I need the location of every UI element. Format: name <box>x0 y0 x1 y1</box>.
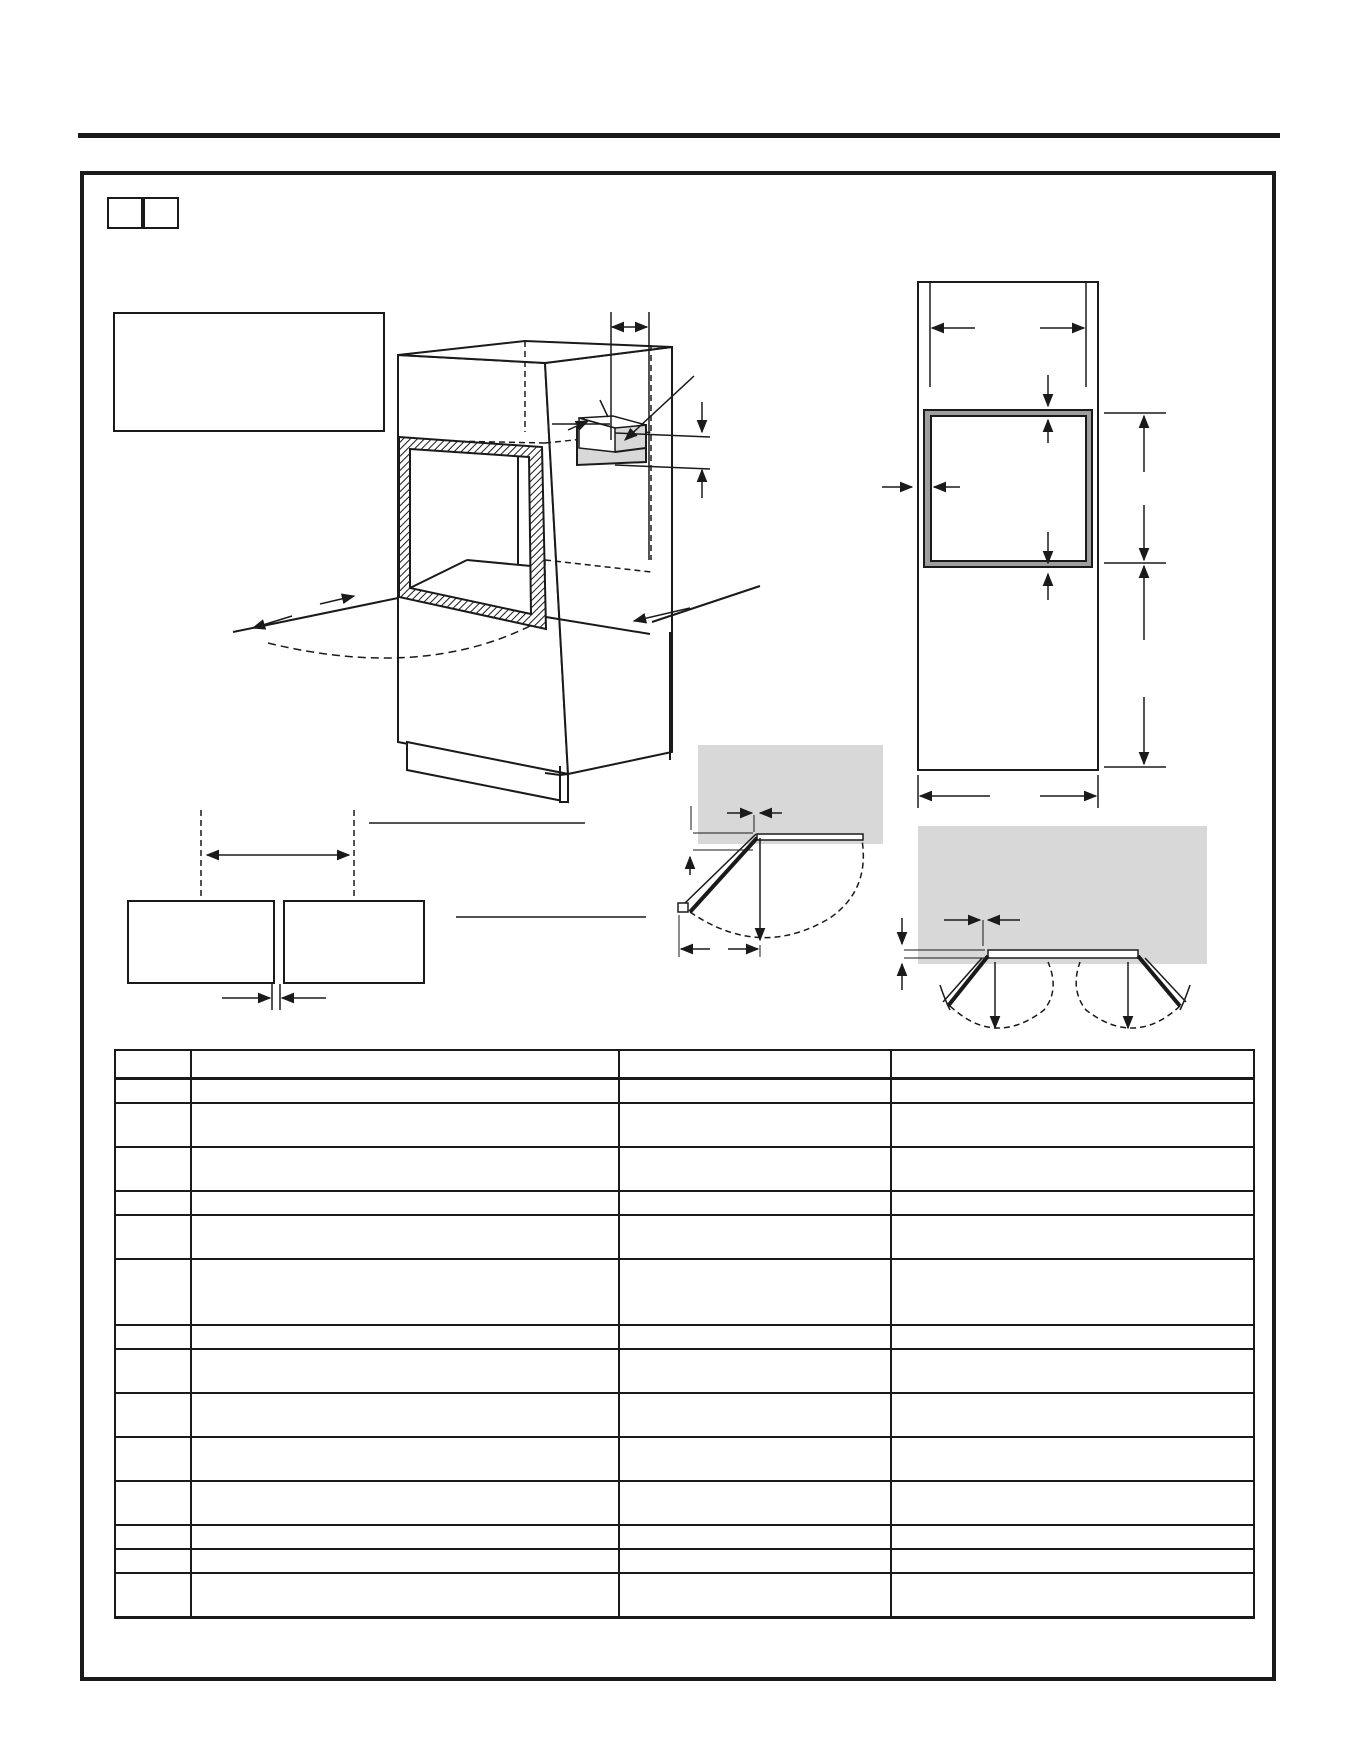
table-cell <box>891 1103 1254 1147</box>
table-cell <box>115 1103 191 1147</box>
table-row <box>115 1215 1254 1259</box>
table-row <box>115 1103 1254 1147</box>
table-row <box>115 1147 1254 1191</box>
table-cell <box>115 1259 191 1325</box>
table-cell <box>891 1325 1254 1349</box>
table-cell <box>891 1525 1254 1549</box>
table-cell <box>619 1259 891 1325</box>
table-cell <box>115 1191 191 1215</box>
table-cell <box>191 1259 619 1325</box>
table-cell <box>191 1079 619 1104</box>
table-cell <box>115 1573 191 1618</box>
table-cell <box>891 1573 1254 1618</box>
table-header-cell <box>891 1050 1254 1079</box>
table-row <box>115 1573 1254 1618</box>
table-cell <box>619 1393 891 1437</box>
table-row <box>115 1325 1254 1349</box>
table-cell <box>115 1437 191 1481</box>
table-cell <box>191 1437 619 1481</box>
table-cell <box>115 1393 191 1437</box>
table-cell <box>191 1349 619 1393</box>
table-cell <box>619 1525 891 1549</box>
table-cell <box>115 1079 191 1104</box>
table-cell <box>191 1103 619 1147</box>
specification-table <box>114 1049 1255 1619</box>
table-cell <box>891 1079 1254 1104</box>
table-cell <box>891 1147 1254 1191</box>
table-cell <box>191 1191 619 1215</box>
table-cell <box>619 1325 891 1349</box>
table-cell <box>115 1325 191 1349</box>
table-cell <box>115 1481 191 1525</box>
table-cell <box>891 1481 1254 1525</box>
table-cell <box>191 1573 619 1618</box>
table-row <box>115 1481 1254 1525</box>
table-row <box>115 1393 1254 1437</box>
table-cell <box>619 1191 891 1215</box>
table-cell <box>191 1525 619 1549</box>
table-cell <box>619 1481 891 1525</box>
table-cell <box>891 1437 1254 1481</box>
table-row <box>115 1079 1254 1104</box>
table-body <box>115 1079 1254 1618</box>
table-header-cell <box>619 1050 891 1079</box>
table-header-cell <box>115 1050 191 1079</box>
table-cell <box>191 1481 619 1525</box>
table-cell <box>891 1393 1254 1437</box>
table-cell <box>619 1215 891 1259</box>
table-row <box>115 1259 1254 1325</box>
table-row <box>115 1349 1254 1393</box>
front-elevation-diagram <box>918 282 1098 770</box>
table-row <box>115 1525 1254 1549</box>
table-cell <box>619 1349 891 1393</box>
table-cell <box>191 1549 619 1573</box>
table-row <box>115 1549 1254 1573</box>
table-cell <box>115 1349 191 1393</box>
table-cell <box>619 1573 891 1618</box>
table-cell <box>619 1437 891 1481</box>
table-cell <box>891 1191 1254 1215</box>
table-cell <box>191 1215 619 1259</box>
table-header-cell <box>191 1050 619 1079</box>
cabinet-spacing-diagram <box>201 810 646 1010</box>
table-row <box>115 1437 1254 1481</box>
table-cell <box>619 1147 891 1191</box>
table-cell <box>891 1549 1254 1573</box>
table-cell <box>191 1325 619 1349</box>
table-cell <box>891 1259 1254 1325</box>
double-door-swing-plan <box>902 826 1207 1028</box>
table-cell <box>115 1549 191 1573</box>
table-cell <box>115 1525 191 1549</box>
cabinet-isometric-diagram <box>233 341 760 802</box>
table-cell <box>191 1147 619 1191</box>
table-cell <box>619 1549 891 1573</box>
table-cell <box>619 1103 891 1147</box>
table-cell <box>115 1215 191 1259</box>
table-cell <box>191 1393 619 1437</box>
table-cell <box>891 1349 1254 1393</box>
table-cell <box>115 1147 191 1191</box>
table-row <box>115 1191 1254 1215</box>
single-door-swing-plan <box>678 745 883 957</box>
table-cell <box>891 1215 1254 1259</box>
table-cell <box>619 1079 891 1104</box>
